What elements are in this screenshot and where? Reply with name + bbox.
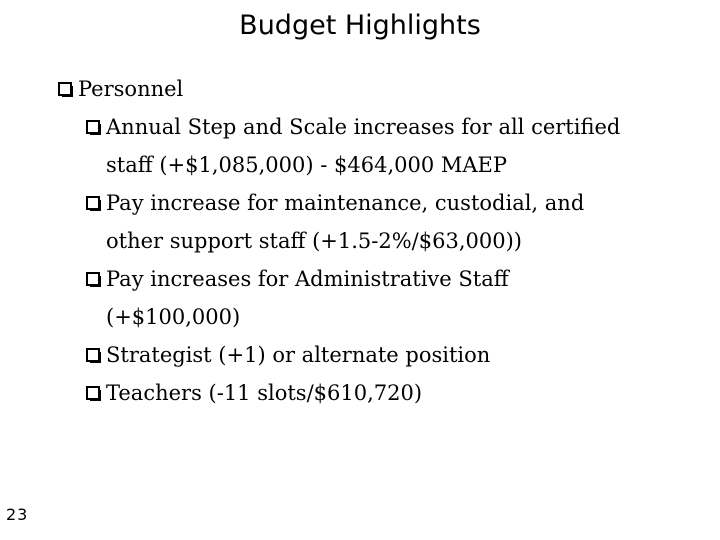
list-item (86, 184, 698, 222)
list-item-text: Teachers (-11 slots/$610,720) (106, 381, 423, 405)
section-bullet-personnel (58, 70, 698, 108)
section-label: Personnel (78, 77, 184, 101)
list-item-text: Annual Step and Scale increases for all certified (106, 115, 621, 139)
list-item (86, 336, 698, 374)
square-bullet-icon (86, 272, 101, 287)
list-item-text: Pay increases for Administrative Staff (106, 267, 509, 291)
list-item-text: Strategist (+1) or alternate position (106, 343, 491, 367)
square-bullet-icon (58, 82, 73, 97)
list-item (86, 108, 698, 146)
slide-title: Budget Highlights (239, 10, 481, 41)
square-bullet-icon (86, 386, 101, 401)
list-item-continuation: staff (+$1,085,000) - $464,000 MAEP (106, 153, 507, 177)
list-item-continuation: (+$100,000) (106, 305, 241, 329)
square-bullet-icon (86, 120, 101, 135)
list-item-text: Pay increase for maintenance, custodial, and (106, 191, 585, 215)
list-item (86, 260, 698, 298)
square-bullet-icon (86, 196, 101, 211)
list-item-continuation: other support staff (+1.5-2%/$63,000)) (106, 229, 522, 253)
page-number: 23 (6, 505, 29, 524)
slide-body (58, 70, 698, 412)
square-bullet-icon (86, 348, 101, 363)
list-item (86, 374, 698, 412)
